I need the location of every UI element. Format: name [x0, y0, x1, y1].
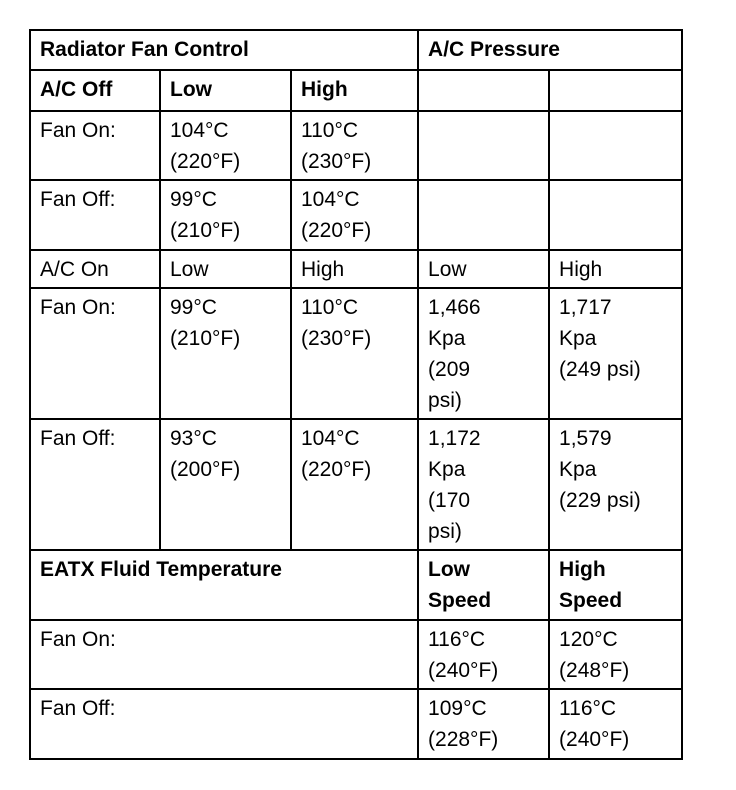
temp-cell: [160, 419, 291, 550]
row-label: Fan Off:: [30, 689, 418, 759]
table-row: [30, 620, 682, 689]
temp-cell: [291, 288, 418, 419]
ac-on-low-header: Low: [160, 250, 291, 288]
temp-celsius: 110°C: [301, 296, 359, 319]
ac-off-high-header: High: [291, 70, 418, 111]
header-line: Low: [428, 558, 471, 581]
eatx-header-row: [30, 550, 682, 620]
header-line: Speed: [559, 589, 623, 612]
pressure-line: 1,717: [559, 296, 612, 319]
temp-fahrenheit: (230°F): [301, 150, 372, 173]
table-row: [30, 180, 682, 250]
temp-celsius: 110°C: [301, 119, 359, 142]
radiator-fan-spec-table: [29, 29, 683, 760]
temp-fahrenheit: (248°F): [559, 659, 630, 682]
temp-fahrenheit: (210°F): [170, 219, 241, 242]
temp-celsius: 109°C: [428, 697, 487, 720]
empty-cell: [418, 111, 549, 180]
ac-on-label: A/C On: [30, 250, 160, 288]
eatx-fluid-temperature-heading: EATX Fluid Temperature: [30, 550, 418, 620]
temp-fahrenheit: (210°F): [170, 327, 241, 350]
temp-celsius: 116°C: [428, 628, 486, 651]
header-line: Speed: [428, 589, 492, 612]
temp-fahrenheit: (220°F): [170, 150, 241, 173]
temp-fahrenheit: (240°F): [428, 659, 499, 682]
pressure-high-header: High: [549, 250, 682, 288]
empty-cell: [549, 180, 682, 250]
pressure-cell: [418, 288, 549, 419]
temp-fahrenheit: (240°F): [559, 728, 630, 751]
temp-celsius: 120°C: [559, 628, 618, 651]
pressure-line: (229 psi): [559, 489, 641, 512]
temp-cell: [549, 689, 682, 759]
ac-off-label: A/C Off: [30, 70, 160, 111]
pressure-line: psi): [428, 389, 462, 412]
temp-cell: [160, 288, 291, 419]
table-row: [30, 111, 682, 180]
low-speed-header: [418, 550, 549, 620]
ac-on-high-header: High: [291, 250, 418, 288]
table-row: [30, 288, 682, 419]
table-row: [30, 419, 682, 550]
row-label: Fan On:: [30, 288, 160, 419]
ac-off-low-header: Low: [160, 70, 291, 111]
temp-cell: [291, 419, 418, 550]
temp-celsius: 104°C: [301, 188, 360, 211]
pressure-line: psi): [428, 520, 462, 543]
temp-celsius: 99°C: [170, 188, 217, 211]
pressure-cell: [549, 288, 682, 419]
row-label: Fan On:: [30, 620, 418, 689]
ac-on-subheader-row: [30, 250, 682, 288]
temp-celsius: 104°C: [170, 119, 229, 142]
temp-fahrenheit: (200°F): [170, 458, 241, 481]
pressure-cell: [549, 419, 682, 550]
pressure-line: Kpa: [559, 458, 597, 481]
temp-cell: [291, 180, 418, 250]
pressure-line: (249 psi): [559, 358, 641, 381]
row-label: Fan Off:: [30, 180, 160, 250]
temp-cell: [418, 620, 549, 689]
ac-off-subheader-row: [30, 70, 682, 111]
temp-fahrenheit: (220°F): [301, 458, 372, 481]
empty-cell: [549, 111, 682, 180]
row-label: Fan On:: [30, 111, 160, 180]
table-header-row: [30, 30, 682, 70]
high-speed-header: [549, 550, 682, 620]
temp-fahrenheit: (230°F): [301, 327, 372, 350]
temp-celsius: 104°C: [301, 427, 360, 450]
empty-cell: [418, 70, 549, 111]
pressure-cell: [418, 419, 549, 550]
temp-cell: [291, 111, 418, 180]
pressure-line: 1,172: [428, 427, 481, 450]
temp-celsius: 99°C: [170, 296, 217, 319]
empty-cell: [418, 180, 549, 250]
temp-fahrenheit: (228°F): [428, 728, 499, 751]
pressure-low-header: Low: [418, 250, 549, 288]
pressure-line: 1,466: [428, 296, 481, 319]
temp-celsius: 93°C: [170, 427, 217, 450]
header-line: High: [559, 558, 606, 581]
pressure-line: (209: [428, 358, 471, 381]
radiator-fan-control-heading: Radiator Fan Control: [30, 30, 418, 70]
temp-cell: [160, 180, 291, 250]
pressure-line: (170: [428, 489, 471, 512]
temp-fahrenheit: (220°F): [301, 219, 372, 242]
table-row: [30, 689, 682, 759]
ac-pressure-heading: A/C Pressure: [418, 30, 682, 70]
temp-cell: [549, 620, 682, 689]
temp-cell: [418, 689, 549, 759]
pressure-line: Kpa: [428, 327, 466, 350]
pressure-line: 1,579: [559, 427, 612, 450]
temp-celsius: 116°C: [559, 697, 617, 720]
pressure-line: Kpa: [428, 458, 466, 481]
empty-cell: [549, 70, 682, 111]
row-label: Fan Off:: [30, 419, 160, 550]
pressure-line: Kpa: [559, 327, 597, 350]
temp-cell: [160, 111, 291, 180]
